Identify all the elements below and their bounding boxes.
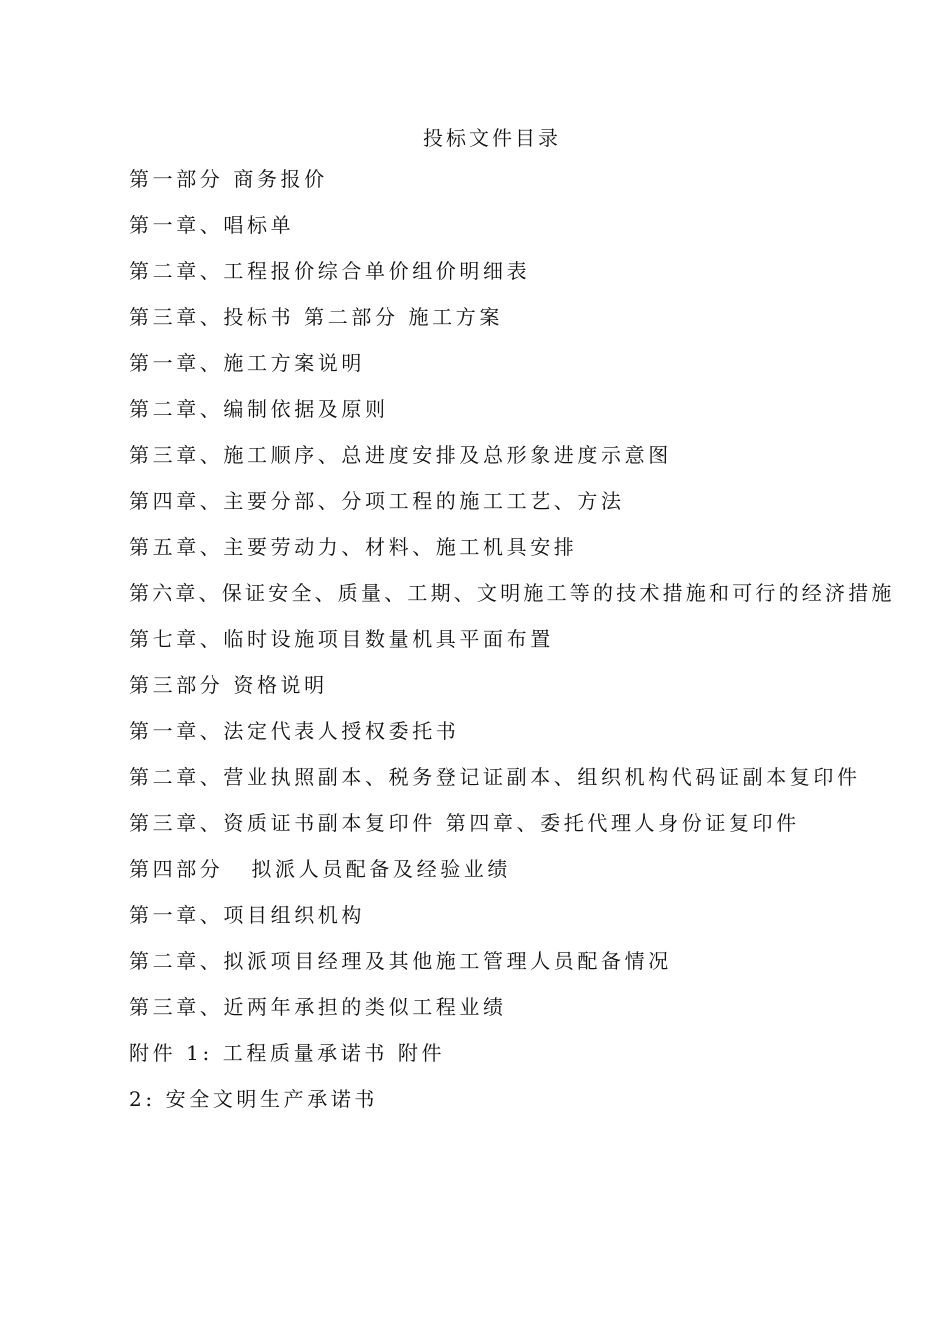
toc-part-1: 第一部分 商务报价 <box>129 167 328 191</box>
toc-part-3: 第三部分 资格说明 <box>129 673 328 697</box>
toc-chapter: 第二章、工程报价综合单价组价明细表 <box>129 259 531 283</box>
toc-attachment: 附件 1: 工程质量承诺书 附件 <box>129 1041 446 1065</box>
toc-chapter-and-part-2: 第三章、投标书 第二部分 施工方案 <box>129 305 503 329</box>
toc-part-4-label: 第四部分 <box>129 857 224 881</box>
toc-chapter: 第一章、唱标单 <box>129 213 295 237</box>
toc-chapter: 第六章、保证安全、质量、工期、文明施工等的技术措施和可行的经济措施 <box>129 581 895 605</box>
toc-chapter: 第三章、施工顺序、总进度安排及总形象进度示意图 <box>129 443 672 467</box>
toc-chapter: 第三章、资质证书副本复印件 第四章、委托代理人身份证复印件 <box>129 811 800 835</box>
toc-chapter: 第二章、营业执照副本、税务登记证副本、组织机构代码证副本复印件 <box>129 765 861 789</box>
toc-chapter: 第七章、临时设施项目数量机具平面布置 <box>129 627 554 651</box>
document-title: 投标文件目录 <box>423 126 561 150</box>
toc-chapter: 第五章、主要劳动力、材料、施工机具安排 <box>129 535 578 559</box>
toc-chapter: 第二章、拟派项目经理及其他施工管理人员配备情况 <box>129 949 672 973</box>
table-of-contents <box>129 164 929 1130</box>
toc-chapter: 第三章、近两年承担的类似工程业绩 <box>129 995 507 1019</box>
toc-part-4 <box>129 854 929 900</box>
toc-chapter: 第四章、主要分部、分项工程的施工工艺、方法 <box>129 489 625 513</box>
toc-chapter: 第一章、项目组织机构 <box>129 903 365 927</box>
toc-attachment: 2: 安全文明生产承诺书 <box>129 1087 379 1111</box>
toc-chapter: 第一章、施工方案说明 <box>129 351 365 375</box>
toc-chapter: 第一章、法定代表人授权委托书 <box>129 719 460 743</box>
toc-chapter: 第二章、编制依据及原则 <box>129 397 389 421</box>
toc-part-4-title: 拟派人员配备及经验业绩 <box>251 857 512 881</box>
